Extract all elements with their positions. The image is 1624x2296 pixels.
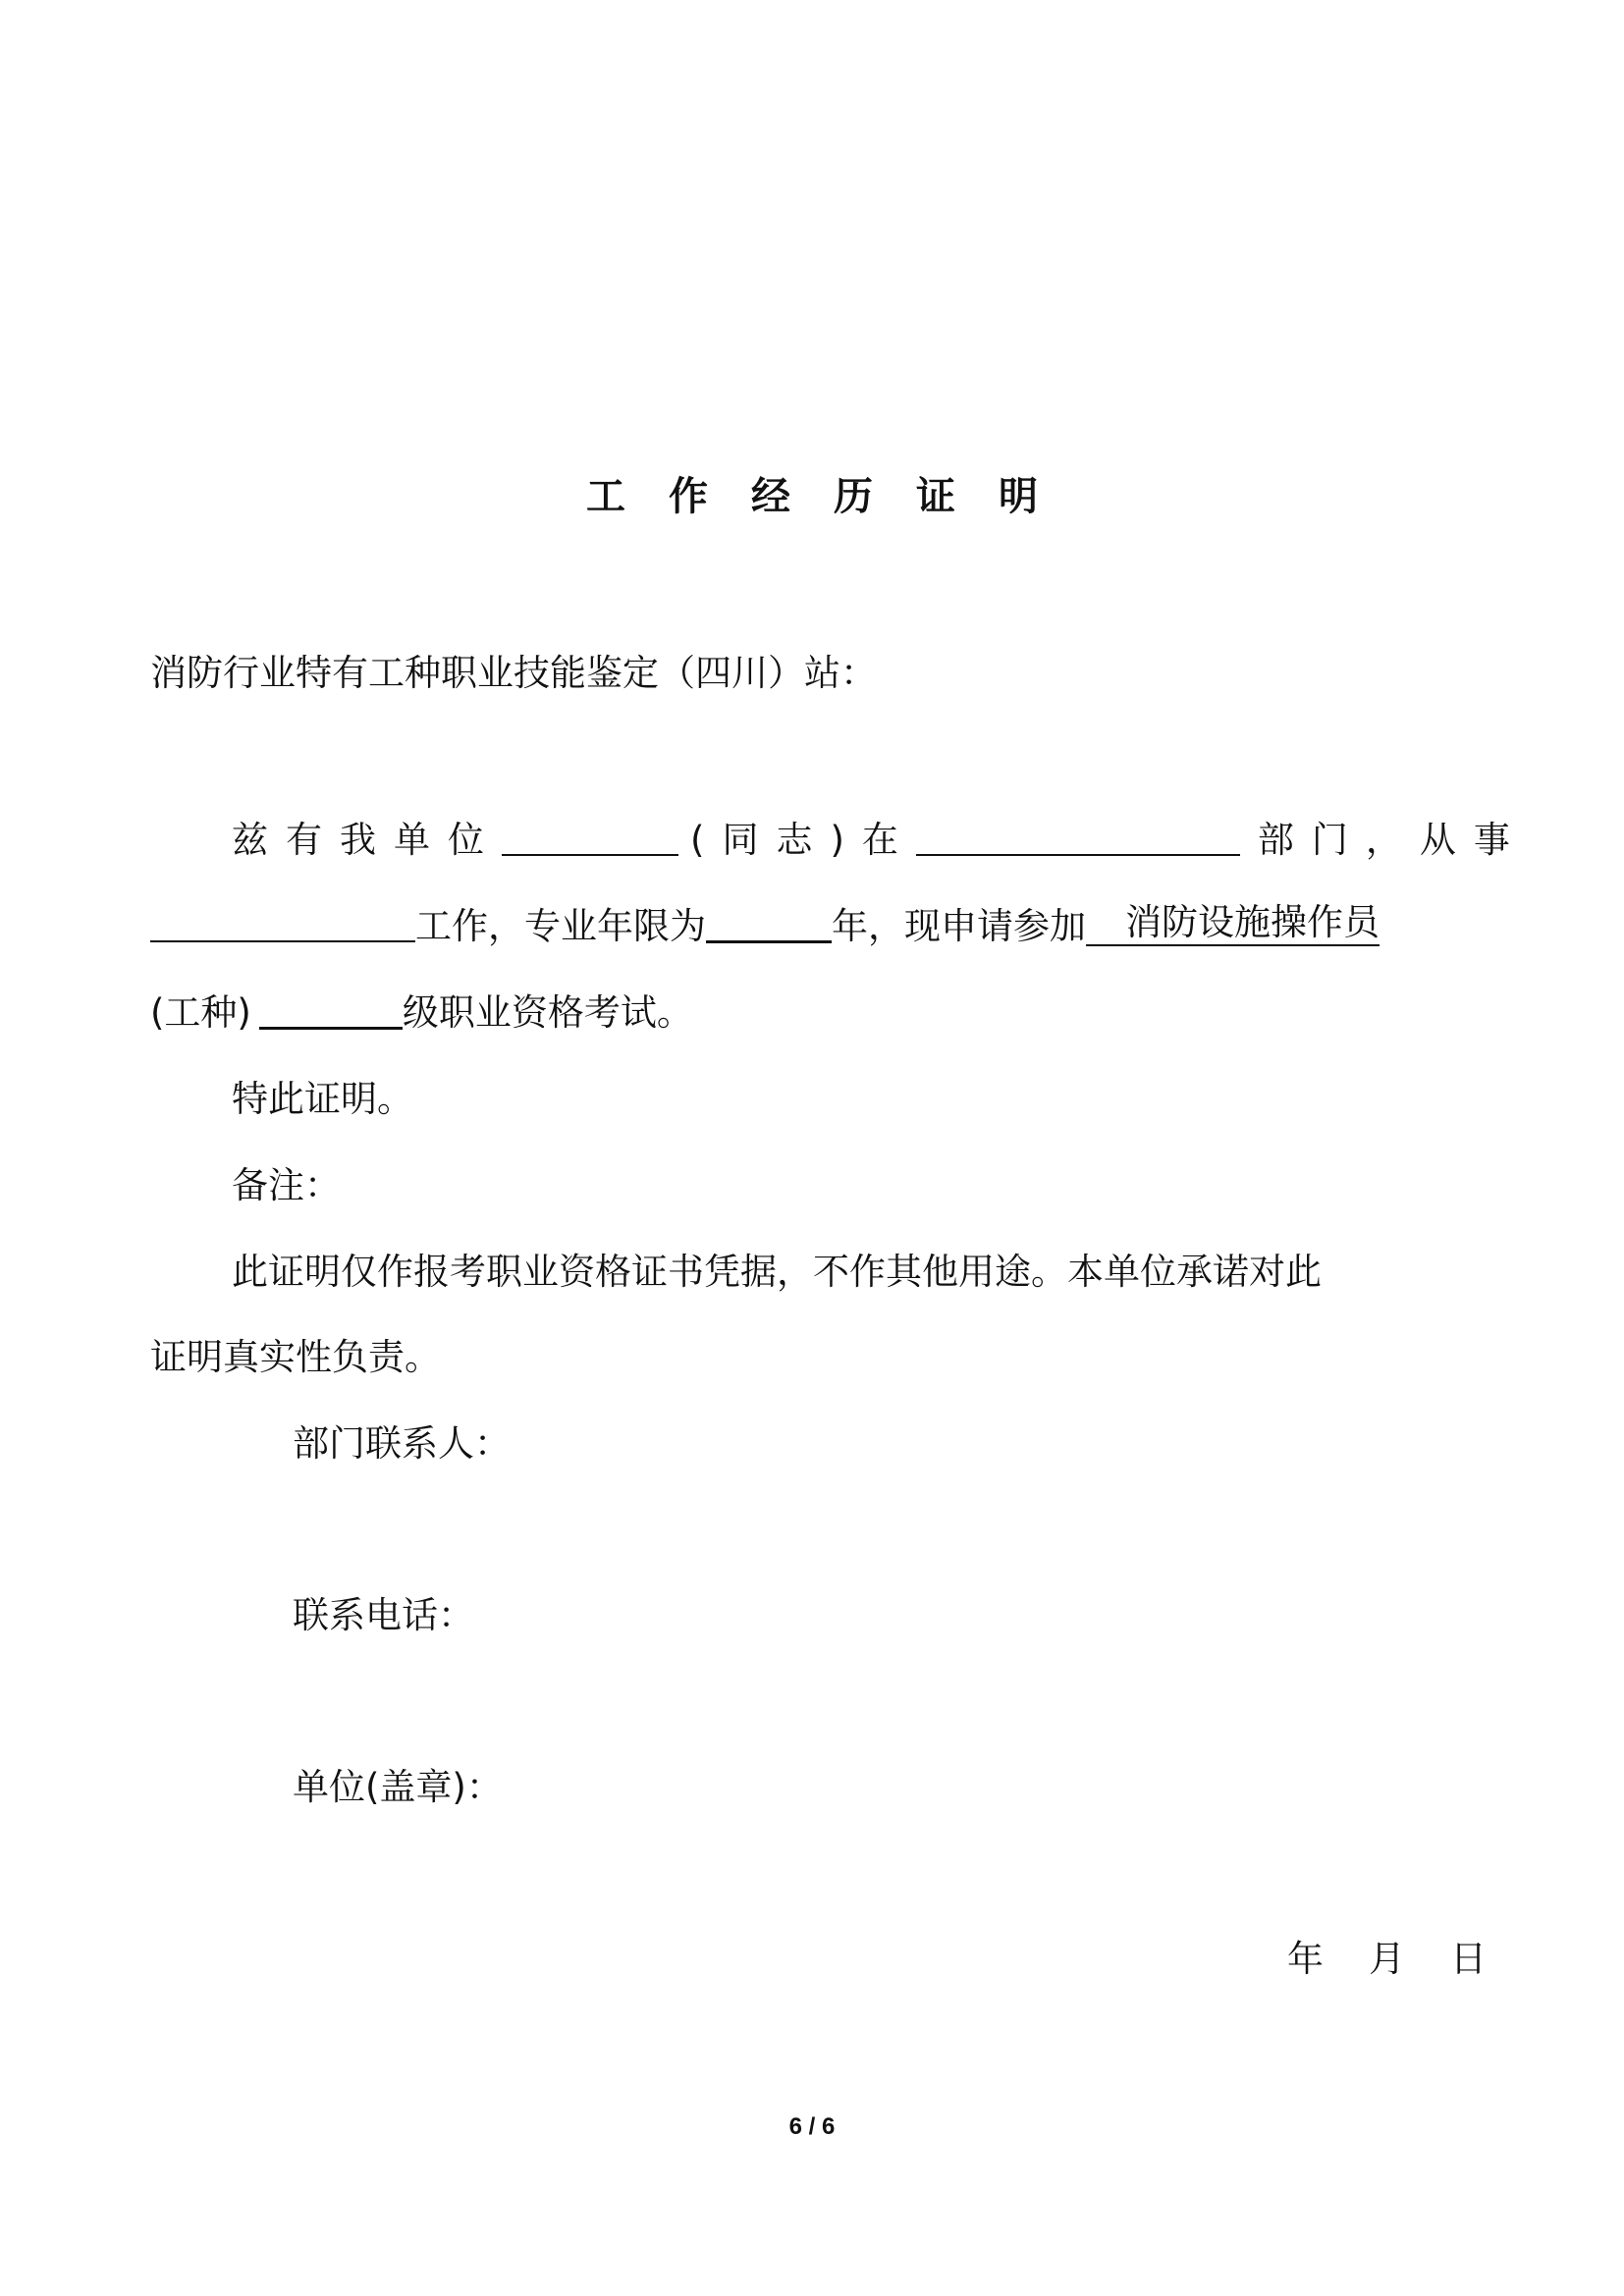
para-char: 我 (340, 819, 376, 861)
title-char: 工 (586, 474, 625, 519)
contact-person-label: 部门联系人： (293, 1422, 511, 1465)
para-char: 门 (1311, 819, 1348, 861)
unit-stamp-label: 单位(盖章)： (293, 1766, 503, 1808)
title-char: 经 (751, 474, 790, 519)
page-number: 6 / 6 (788, 2113, 836, 2140)
addressee: 消防行业特有工种职业技能鉴定（四川）站： (150, 652, 877, 694)
para1-line3 (150, 988, 693, 1039)
level-text: 级职业资格考试。 (402, 991, 693, 1034)
para-char: 有 (286, 819, 322, 861)
title-char: 证 (916, 474, 955, 519)
title-char: 历 (834, 474, 873, 519)
work-text: 工作，专业年限为 (415, 905, 706, 947)
para1-line2 (150, 901, 1380, 952)
job-name: 消防设施操作员 (1086, 901, 1380, 946)
para-char: 兹 (232, 819, 268, 861)
remark-line-1: 此证明仅作报考职业资格证书凭据，不作其他用途。本单位承诺对此 (232, 1251, 1322, 1293)
years-blank[interactable] (706, 901, 832, 943)
date-year: 年 (1287, 1938, 1324, 1980)
paren-close: ) (830, 819, 844, 861)
date-line (1242, 1934, 1487, 1985)
level-blank[interactable] (259, 988, 403, 1030)
date-month: 月 (1369, 1938, 1405, 1980)
remark-line-2: 证明真实性负责。 (150, 1336, 441, 1378)
title-char: 作 (669, 474, 708, 519)
hereby-text: 特此证明。 (232, 1078, 413, 1120)
date-day: 日 (1450, 1938, 1487, 1980)
work-type-blank[interactable] (150, 901, 415, 942)
para-char: 事 (1473, 819, 1510, 861)
para-char: ， (1365, 819, 1402, 861)
para-char: 同 (722, 819, 759, 861)
para-char: 位 (448, 819, 484, 861)
para-char: 单 (394, 819, 430, 861)
paren-open: ( (690, 819, 705, 861)
department-blank[interactable] (916, 815, 1240, 856)
title-char: 明 (999, 474, 1038, 519)
para-char: 在 (861, 819, 898, 861)
para-char: 志 (776, 819, 813, 861)
year-text: 年，现申请参加 (832, 905, 1086, 947)
phone-label: 联系电话： (293, 1594, 474, 1636)
para-char: 从 (1419, 819, 1456, 861)
page-title (0, 469, 1624, 524)
remark-label: 备注： (232, 1164, 341, 1206)
para-char: 部 (1257, 819, 1294, 861)
name-blank[interactable] (502, 815, 678, 856)
job-type-label: (工种) (150, 991, 251, 1034)
para1-line1 (232, 815, 1510, 866)
